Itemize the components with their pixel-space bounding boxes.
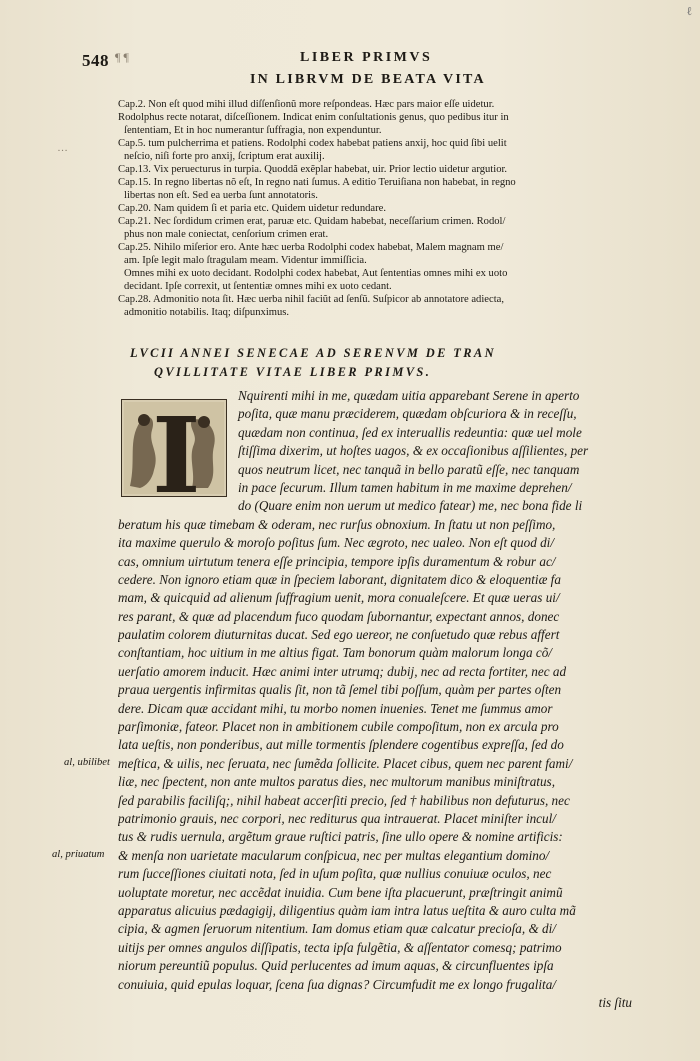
body-line: meſtica, & uilis, nec ſeruata, nec ſumẽda ſollicite. Placet cibus, quem nec parent fami/ (118, 755, 573, 771)
note-line: admonitio notabilis. Itaq; diſpunximus. (124, 307, 290, 318)
body-line: cedere. Non ignoro etiam quæ in ſpeciem laborant, dignitatem dico & eloquentiæ fa (118, 571, 561, 587)
body-line: rum ſucceſſiones ciuitati nota, ſed in uſum poſita, quæ nullius conuiuæ oculos, nec (118, 866, 552, 882)
body-line: tis ſitu (598, 994, 632, 1010)
body-line: parſimoniæ, fateor. Placet non in ambitionem cubile compoſitum, non ex arcula pro (118, 719, 559, 735)
body-line: res parant, & quæ ad placendum fuco quodam ſubornantur, expectant annos, donec (118, 608, 560, 624)
body-line: apparatus alicuius pædagigij, diligentius quàm iam intra latus ueſtita & auro culta mã (118, 902, 576, 918)
page-number: 548 (82, 51, 109, 70)
library-stamp: ¶ ¶ (115, 50, 129, 64)
note-line: decidant. Ipſe correxit, ut ſententiæ omnes mihi ex uoto cedant. (124, 281, 392, 292)
body-line: patrimonio grauis, nec corpori, nec rediturus qua intrauerat. Placet miniſter incul/ (118, 810, 556, 826)
dropcap-letter: I (152, 399, 201, 497)
body-line: conuiuia, quid epulas loquar, ſcena ſua dignas? Circumfudit me ex longo frugalita/ (118, 976, 556, 992)
corner-mark: ℓ (686, 4, 692, 18)
note-line: neſcio, niſi forte pro anxij, ſcriptum erat auxilij. (124, 151, 325, 162)
body-line: Nquirenti mihi in me, quædam uitia apparebant Serene in aperto (238, 388, 580, 403)
body-line: uoluptate moretur, nec accẽdat inuidia. Cum bene iſta placuerunt, præſtringit animũ (118, 884, 563, 900)
body-line: quos neutrum licet, nec tanquã in bello paratũ eſſe, nec tanquam (238, 461, 580, 477)
note-line: phus non male coniectat, cenſorium crimen erat. (124, 229, 329, 240)
body-line: uerſatio amorem inducit. Hæc animi inter utrumq; dubij, nec ad recta fortiter, nec ad (118, 663, 567, 679)
body-line: liæ, nec ſpectent, non ante multos paratus dies, nec multorum manibus miniſtratus, (118, 774, 555, 790)
note-line: Cap.20. Nam quidem ſi et paria etc. Quidem uidetur redundare. (118, 203, 386, 214)
notes-heading: IN LIBRVM DE BEATA VITA (250, 72, 486, 87)
margin-note-1: al, ubilibet (64, 757, 110, 768)
body-line: cas, omnium uirtutum tenera eſſe principia, tempore ipſis duramentum & robur ac/ (118, 553, 556, 569)
body-line: ſed parabilis faciliſq;, nihil habeat accerſiti precio, ſed † habilibus non defuturus, nec (118, 792, 570, 808)
body-line: quædam non continua, ſed ex interuallis redeuntia: quæ uel mole (238, 424, 582, 440)
body-line: niorum pereuntiũ populus. Quid perlucentes ad imum aquas, & circunfluentes ipſa (118, 958, 554, 974)
note-line: ſententiam, Et in hoc numerantur ſuffragia, non expenduntur. (124, 125, 382, 136)
note-line: libertas non eſt. Sed ea uerba ſunt annotatoris. (124, 190, 318, 201)
note-line: Cap.21. Nec ſordidum crimen erat, paruæ etc. Quidam habebat, neceſſarium crimen. Rodol/ (118, 216, 506, 227)
note-line: am. Ipſe legit malo ſtragulam meam. Videntur immiſſicia. (124, 255, 367, 266)
note-line: Cap.15. In regno libertas nõ eſt, In regno nati ſumus. A editio Teruiſiana non habebat, in regno (118, 177, 516, 188)
body-line: in pace ſecurum. Illum tamen habitum in me maxime deprehen/ (238, 479, 572, 495)
body-line: conſtantiam, hoc uitium in me altius figat. Tam bonorum quàm malorum longa cõ/ (118, 645, 552, 661)
decorated-initial (121, 399, 227, 497)
note-line: Omnes mihi ex uoto decidant. Rodolphi codex habebat, Aut ſententias omnes mihi ex uoto (124, 268, 508, 279)
note-line: Rodolphus recte notarat, diſceſſionem. Indicat enim conſultationis genus, quo pedibus itur in (118, 112, 509, 123)
body-line: & menſa non uarietate macularum conſpicua, nec per multas elegantium domino/ (118, 847, 550, 863)
body-line: uitijs per omnes angulos diſſipatis, tecta ipſa fulgẽtia, & aſſentator comesq; patrimo (118, 939, 562, 955)
note-line: Cap.25. Nihilo miſerior ero. Ante hæc uerba Rodolphi codex habebat, Malem magnam me/ (118, 242, 504, 253)
body-line: mam, & quicquid ad alienum ſuffragium uenit, mora conualeſcere. Et quæ ueras ui/ (118, 590, 560, 606)
margin-mark: … (58, 143, 68, 154)
body-line: beratum his quæ timebam & oderam, nec rurſus obnoxium. In ſtatu ut non peſſimo, (118, 516, 556, 532)
margin-note-2: al, priuatum (52, 849, 105, 860)
note-line: Cap.28. Admonitio nota ſit. Hæc uerba nihil faciũt ad ſenſũ. Suſpicor ab annotatore adiecta, (118, 294, 504, 305)
chapter-title-line-2: QVILLITATE VITAE LIBER PRIMVS. (154, 365, 432, 379)
running-head: LIBER PRIMVS (300, 50, 433, 65)
body-line: ita maxime querulo & moroſo poſitus ſum. Nec ægroto, nec ualeo. Non eſt quod di/ (118, 535, 555, 551)
body-line: lata ueſtis, non ponderibus, aut mille tormentis ſplendere cogentibus expreſſa, ſed do (118, 737, 564, 753)
body-line: tus & rudis uernula, argẽtum graue ruſtici patris, ſine ullo opere & nomine artificis: (118, 829, 563, 845)
chapter-title-line-1: LVCII ANNEI SENECAE AD SERENVM DE TRAN (130, 346, 496, 360)
annotation-notes (118, 98, 650, 319)
body-line: poſita, quæ manu præciderem, quædam obſcuriora & in receſſu, (238, 406, 577, 422)
body-line: paulatim colorem diuturnitas ducat. Sed ego uereor, ne conſuetudo quæ rebus affert (118, 627, 560, 643)
body-line: do (Quare enim non uerum ut medico fatear) me, nec bona fide li (238, 498, 583, 514)
body-line: praua uergentis infirmitas qualis ſit, non tã ſemel tibi poſſum, quàm per partes oſten (118, 682, 562, 698)
note-line: Cap.5. tum pulcherrima et patiens. Rodolphi codex habebat patiens anxij, hoc quid ſibi uelit (118, 138, 507, 149)
chapter-title (130, 344, 650, 382)
body-line: dere. Dicam quæ accidant mihi, tu morbo nomen inuenies. Tenet me ſummus amor (118, 700, 553, 716)
body-line: cipia, & agmen ſeruorum nitentium. Iam domus etiam quæ calcatur precioſa, & di/ (118, 921, 556, 937)
note-line: Cap.13. Vix peruecturus in turpia. Quoddã exẽplar habebat, uir. Prior lectio uidetur argutior. (118, 164, 508, 175)
note-line: Cap.2. Non eſt quod mihi illud diſſenſionũ more reſpondeas. Hæc pars maior eſſe uidetur. (118, 99, 495, 110)
body-line: ſtiſſima dixerim, ut hoſtes uagos, & ex occaſionibus aſſilientes, per (238, 443, 589, 459)
